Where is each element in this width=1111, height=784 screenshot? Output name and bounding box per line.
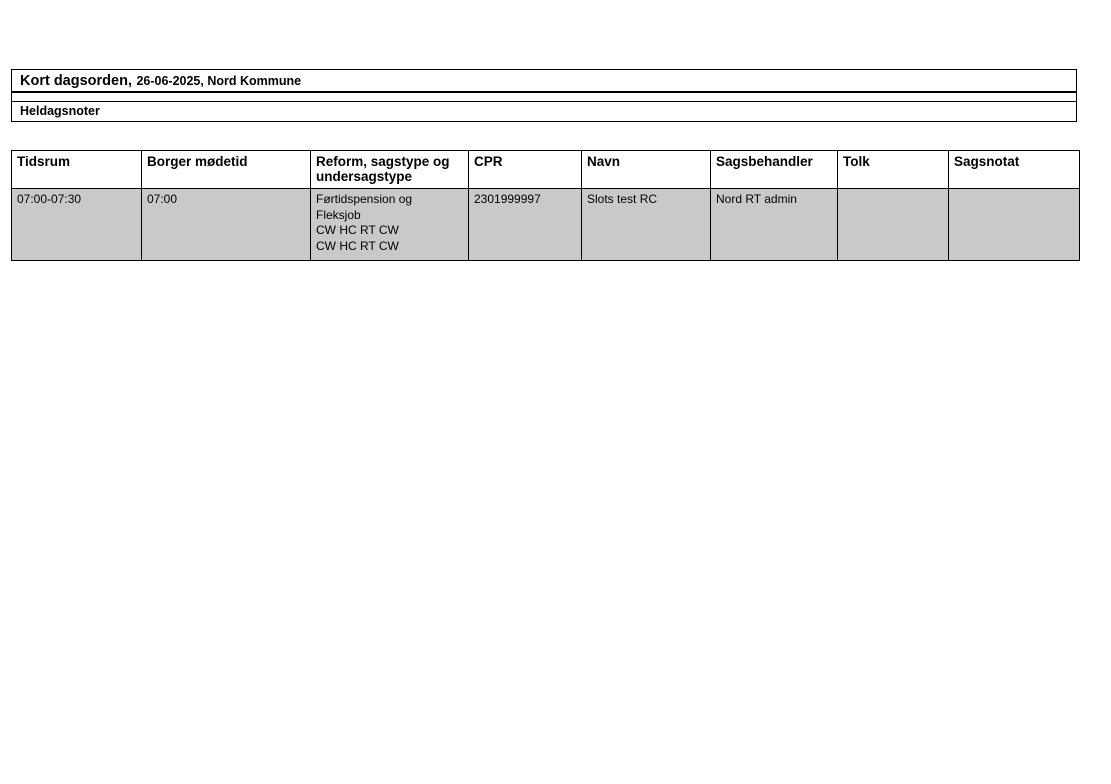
agenda-table-container bbox=[11, 150, 1079, 261]
table-row bbox=[12, 189, 1080, 261]
cell-reform-line-1: Førtidspension og bbox=[316, 192, 413, 206]
cell-sagsnotat bbox=[949, 189, 1080, 261]
cell-reform-line-4: CW HC RT CW bbox=[316, 238, 399, 253]
agenda-table bbox=[11, 150, 1080, 261]
document-header bbox=[11, 69, 1077, 122]
cell-reform-line-3: CW HC RT CW bbox=[316, 223, 399, 237]
agenda-subtitle: 26-06-2025, Nord Kommune bbox=[136, 74, 302, 88]
column-header-navn: Navn bbox=[582, 151, 711, 189]
cell-sagsbehandler: Nord RT admin bbox=[711, 189, 838, 261]
cell-borger-modetid: 07:00 bbox=[142, 189, 311, 261]
column-header-tidsrum: Tidsrum bbox=[12, 151, 142, 189]
cell-tolk bbox=[838, 189, 949, 261]
agenda-table-body bbox=[12, 189, 1080, 261]
cell-tidsrum: 07:00-07:30 bbox=[12, 189, 142, 261]
cell-reform-line-2: Fleksjob bbox=[316, 207, 361, 222]
column-header-borger-modetid: Borger mødetid bbox=[142, 151, 311, 189]
cell-navn: Slots test RC bbox=[582, 189, 711, 261]
header-spacer-bar bbox=[11, 92, 1077, 101]
agenda-title-bar bbox=[11, 69, 1077, 92]
column-header-tolk: Tolk bbox=[838, 151, 949, 189]
all-day-notes-bar: Heldagsnoter bbox=[11, 101, 1077, 122]
agenda-table-header bbox=[12, 151, 1080, 189]
table-header-row bbox=[12, 151, 1080, 189]
cell-cpr: 2301999997 bbox=[469, 189, 582, 261]
agenda-title: Kort dagsorden, bbox=[20, 73, 132, 89]
column-header-sagsbehandler: Sagsbehandler bbox=[711, 151, 838, 189]
cell-reform bbox=[311, 189, 469, 261]
column-header-cpr: CPR bbox=[469, 151, 582, 189]
column-header-reform: Reform, sagstype og undersagstype bbox=[311, 151, 469, 189]
column-header-sagsnotat: Sagsnotat bbox=[949, 151, 1080, 189]
